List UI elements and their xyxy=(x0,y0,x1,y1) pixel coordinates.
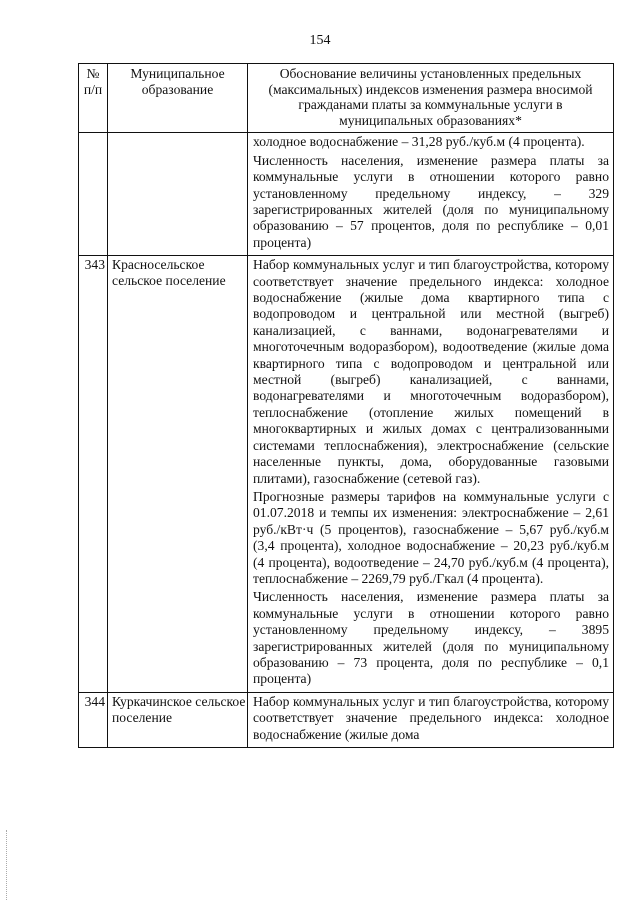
page-number: 154 xyxy=(309,33,331,48)
tariff-index-table xyxy=(78,63,614,748)
header-justification: Обоснование величины установленных предельных (максимальных) индексов изменения размера вносимой гражданами платы за коммунальные услуги в муниципальных образованиях* xyxy=(248,64,614,133)
header-number: № п/п xyxy=(79,64,108,133)
justification-paragraph: Набор коммунальных услуг и тип благоустройства, которому соответствует значение предельного индекса: холодное водоснабжение (жилые дома квартирного типа с водопроводом и центральной или местной (выгреб) канализацией, с ваннами, водонагревателями и многоточечным водоразбором), водоотведение (жилые дома квартирного типа с водопроводом и центральной или местной (выгреб) канализацией, с ваннами, водонагревателями и многоточечным водоразбором), теплоснабжение (отопление жилых помещений в многоквартирных и жилых домах с централизованными системами теплоснабжения), электроснабжение (сельские населенные пункты, дома, оборудованные газовыми плитами), газоснабжение (сетевой газ). xyxy=(253,257,609,486)
table-row xyxy=(79,692,614,747)
row-number: 344 xyxy=(79,692,108,747)
header-municipality: Муниципальное образование xyxy=(108,64,248,133)
table-row xyxy=(79,133,614,256)
table-header-row xyxy=(79,64,614,133)
row-justification xyxy=(248,133,614,256)
row-justification xyxy=(248,256,614,693)
row-number: 343 xyxy=(79,256,108,693)
justification-paragraph: Набор коммунальных услуг и тип благоустройства, которому соответствует значение предельного индекса: холодное водоснабжение (жилые дома xyxy=(253,693,609,742)
justification-paragraph: холодное водоснабжение – 31,28 руб./куб.м (4 процента). xyxy=(253,134,585,150)
row-municipality: Красносельское сельское поселение xyxy=(108,256,248,693)
row-number xyxy=(79,133,108,256)
justification-paragraph: Численность населения, изменение размера платы за коммунальные услуги в отношении которого равно установленному предельному индексу, – 3895 зарегистрированных жителей (доля по муниципальному образованию – 73 процента, доля по республике – 0,1 процента) xyxy=(253,589,609,687)
row-municipality xyxy=(108,133,248,256)
justification-paragraph: Численность населения, изменение размера платы за коммунальные услуги в отношении которого равно установленному предельному индексу, – 329 зарегистрированных жителей (доля по муниципальному образованию – 57 процентов, доля по республике – 0,01 процента) xyxy=(253,152,609,250)
table-row xyxy=(79,256,614,693)
scan-edge-mark xyxy=(6,830,7,900)
row-municipality: Куркачинское сельское поселение xyxy=(108,692,248,747)
justification-paragraph: Прогнозные размеры тарифов на коммунальные услуги с 01.07.2018 и темпы их изменения: электроснабжение – 2,61 руб./кВт·ч (5 процентов), газоснабжение – 5,67 руб./куб.м (3,4 процента), холодное водоснабжение – 20,23 руб./куб.м (4 процента), водоотведение – 24,70 руб./куб.м (4 процента), теплоснабжение – 2269,79 руб./Гкал (4 процента). xyxy=(253,488,609,586)
row-justification xyxy=(248,692,614,747)
